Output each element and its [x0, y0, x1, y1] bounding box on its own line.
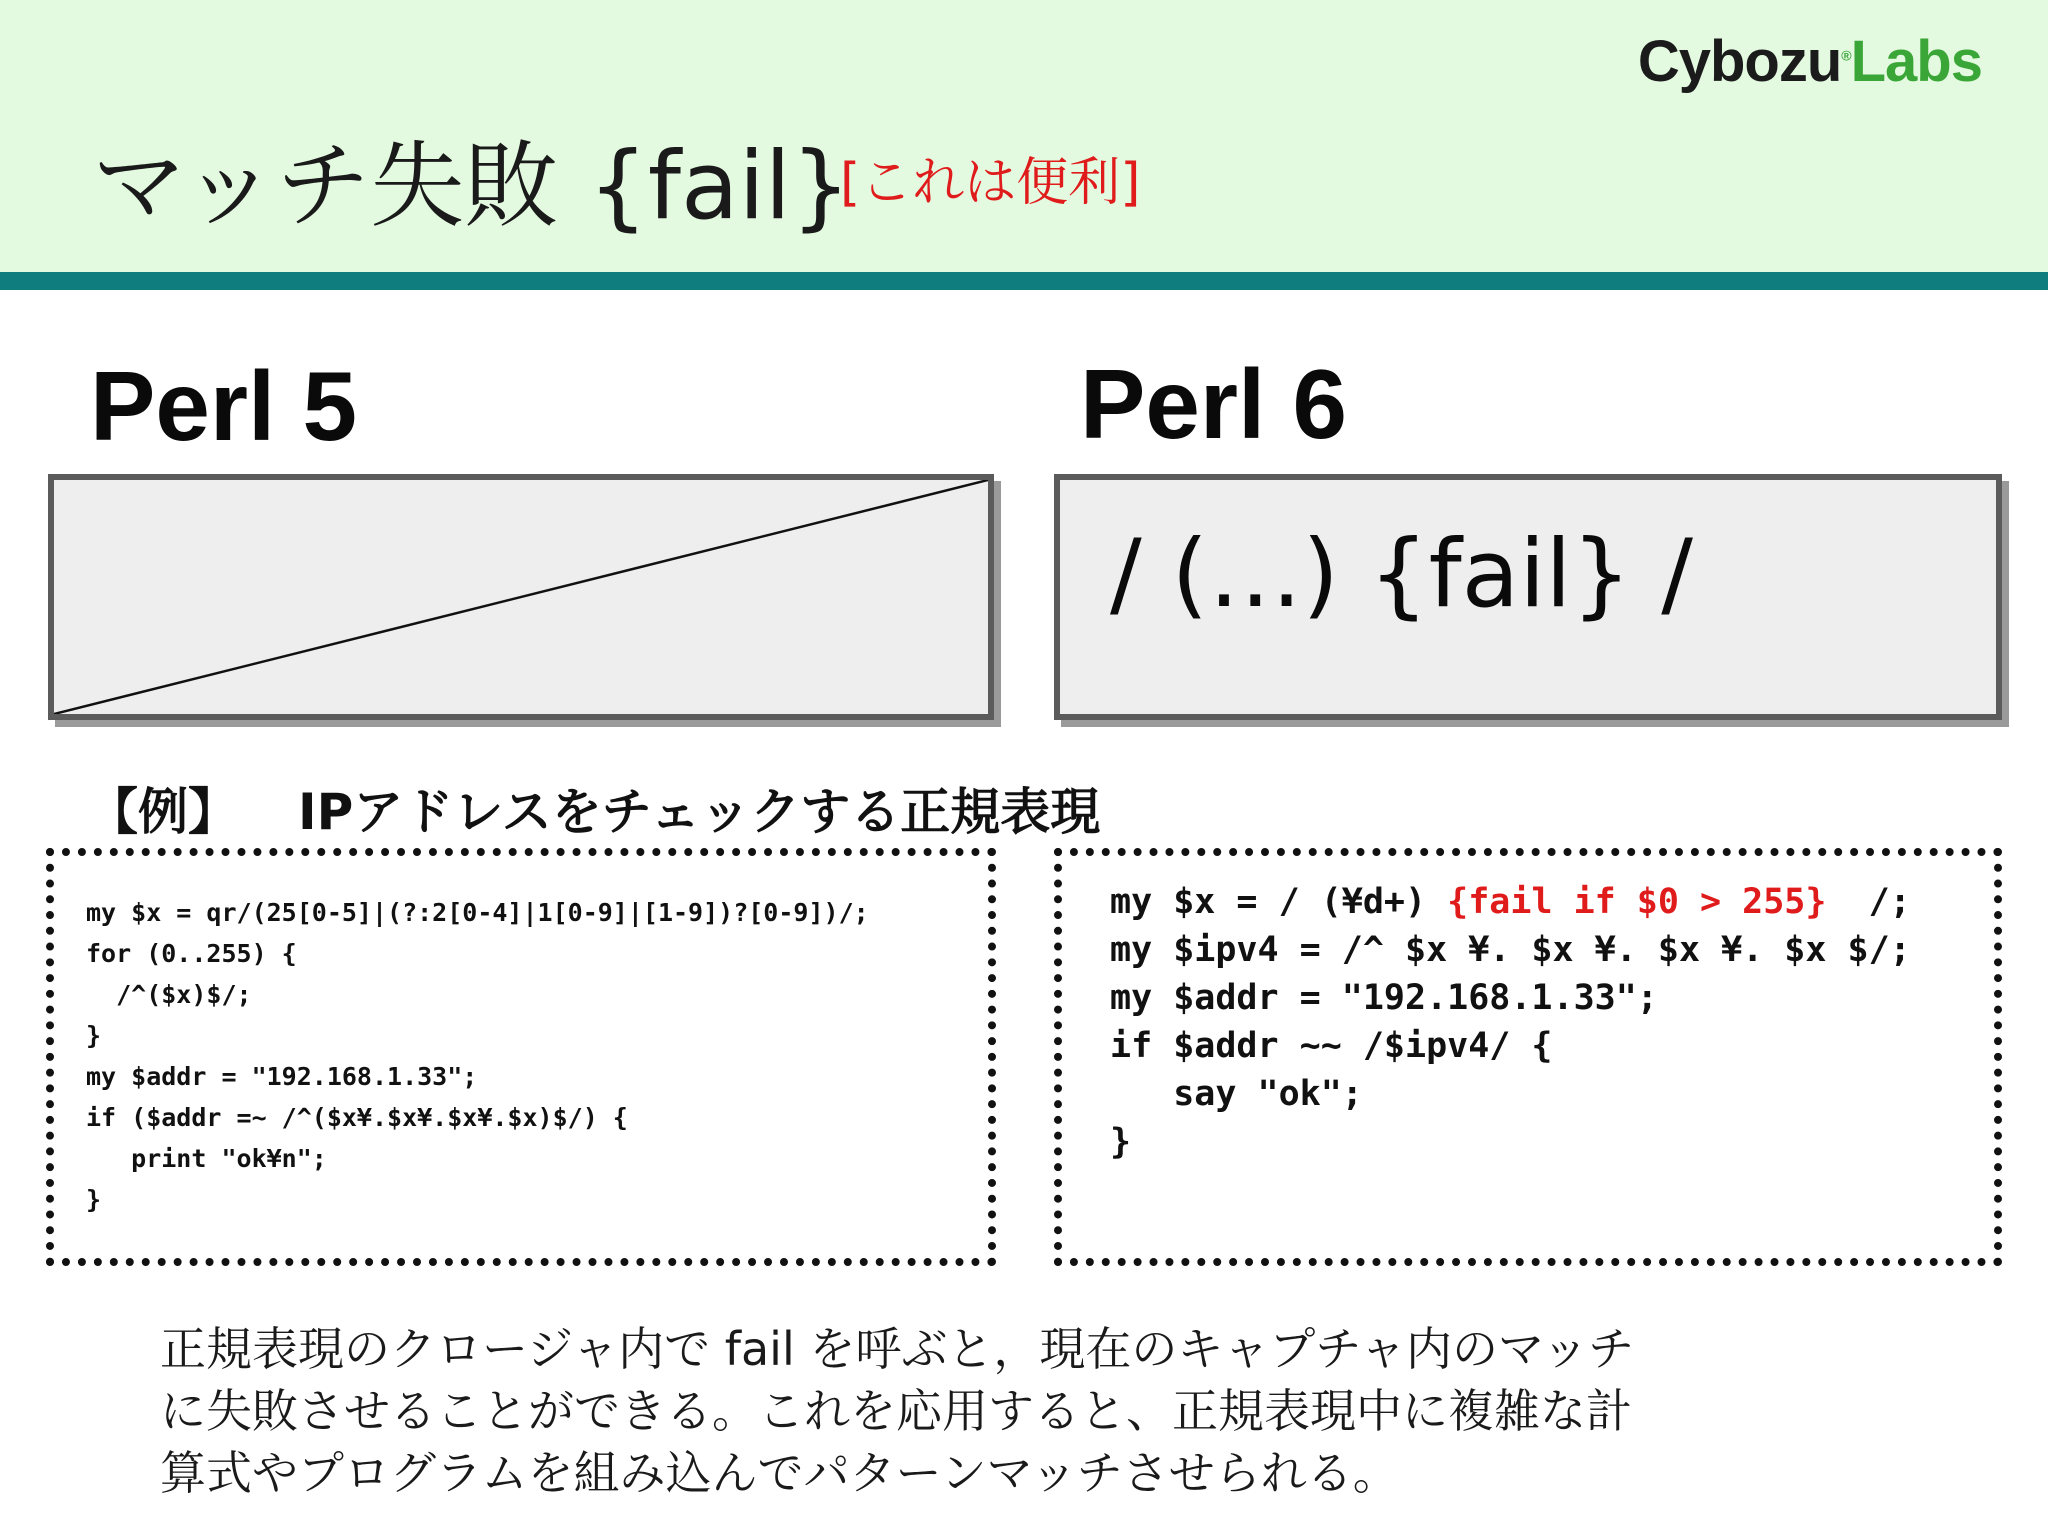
description-line: に失敗させることができる。これを応用すると、正規表現中に複雑な計: [160, 1384, 1632, 1438]
code-line: /^($x)$/;: [86, 980, 252, 1009]
logo-text-labs: Labs: [1850, 29, 1982, 94]
description-text: [160, 1318, 1860, 1504]
code-line: my $addr = "192.168.1.33";: [1110, 978, 1658, 1018]
slide-title: マッチ失敗 {fail}: [92, 132, 851, 241]
perl6-syntax-box: [1054, 474, 2002, 720]
code-line: my $ipv4 = /^ $x ¥. $x ¥. $x ¥. $x $/;: [1110, 930, 1911, 970]
code-line: }: [86, 1021, 102, 1050]
logo-text-cybozu: Cybozu: [1637, 29, 1842, 94]
perl6-syntax-text: / (…) {fail} /: [1110, 520, 1693, 629]
code-line: say "ok";: [1110, 1074, 1363, 1114]
perl5-code: [86, 892, 869, 1220]
perl5-code-box: [46, 848, 996, 1266]
code-line: my $addr = "192.168.1.33";: [86, 1062, 478, 1091]
code-segment: /;: [1826, 882, 1911, 922]
header-divider: [0, 272, 2048, 290]
example-heading: [88, 772, 1100, 844]
example-bracket: 【例】: [88, 783, 238, 841]
description-line: 正規表現のクロージャ内で fail を呼ぶと，現在のキャプチャ内のマッチ: [160, 1322, 1635, 1376]
code-line: my $x = qr/(25[0-5]|(?:2[0-4]|1[0-9]|[1-9])?[0-9])/;: [86, 898, 869, 927]
slide-header: [0, 0, 2048, 272]
code-line: [1110, 878, 1911, 926]
code-line: print "ok¥n";: [86, 1144, 327, 1173]
not-available-diagonal: [54, 480, 988, 714]
example-label: IPアドレスをチェックする正規表現: [298, 783, 1101, 841]
code-segment: my $x = / (¥d+): [1110, 882, 1448, 922]
fail-clause-highlight: {fail if $0 > 255}: [1447, 882, 1827, 922]
perl6-heading: Perl 6: [1080, 349, 1347, 459]
perl5-heading: Perl 5: [90, 351, 357, 461]
description-line: 算式やプログラムを組み込んでパターンマッチさせられる。: [160, 1446, 1399, 1500]
code-line: for (0..255) {: [86, 939, 297, 968]
perl6-code-box: [1054, 848, 2002, 1266]
code-line: }: [86, 1185, 102, 1214]
code-line: if ($addr =~ /^($x¥.$x¥.$x¥.$x)$/) {: [86, 1103, 628, 1132]
code-line: if $addr ~~ /$ipv4/ {: [1110, 1026, 1553, 1066]
cybozu-labs-logo: [1638, 28, 1982, 95]
logo-registered-mark: ®: [1841, 47, 1851, 64]
code-line: }: [1110, 1122, 1132, 1162]
perl5-syntax-box: [48, 474, 994, 720]
slide-tag: [これは便利]: [840, 153, 1141, 213]
perl6-code: [1110, 878, 1911, 1166]
